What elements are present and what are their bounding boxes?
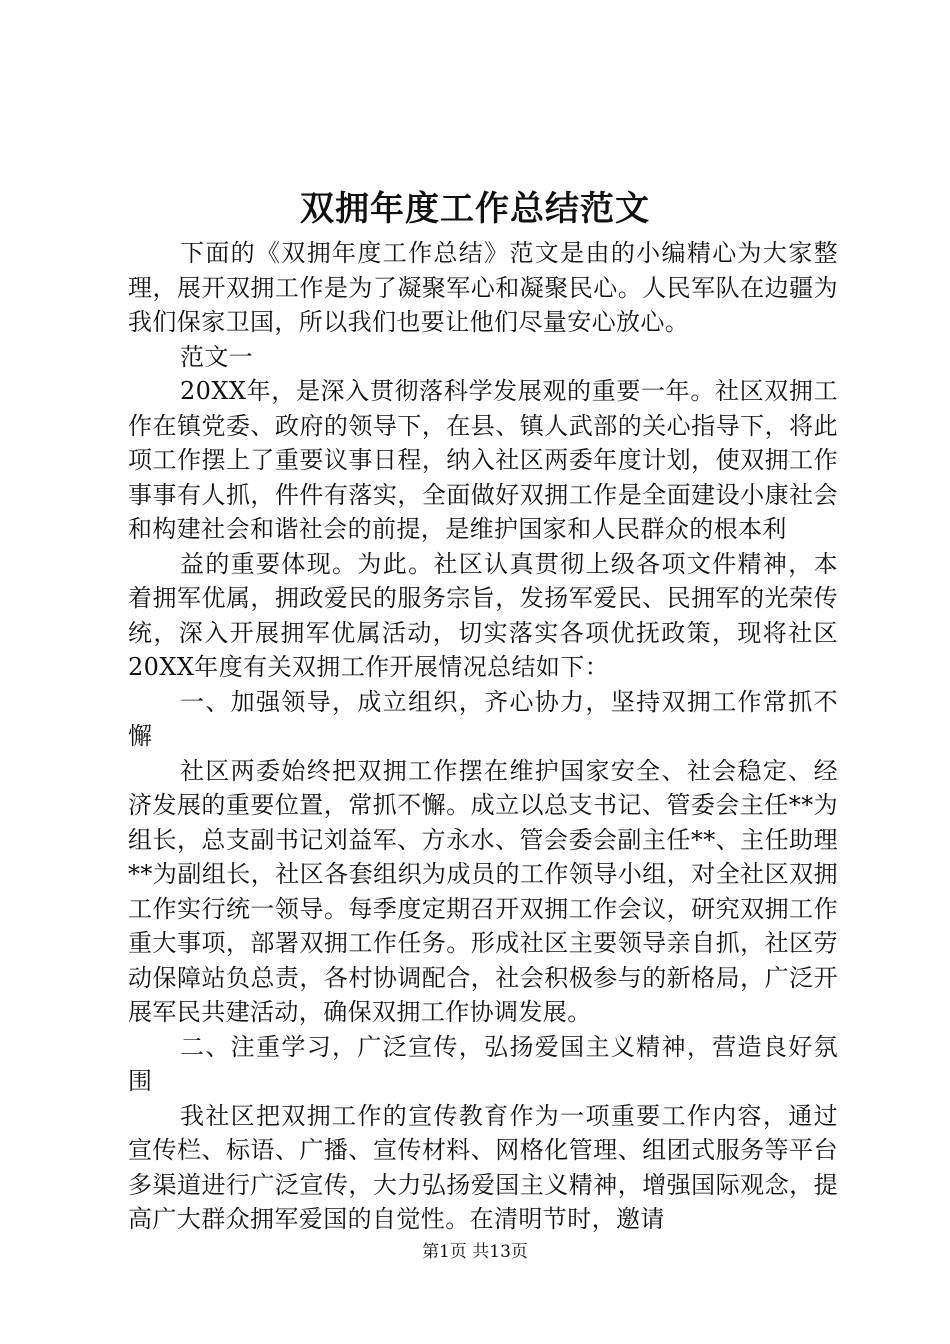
- paragraph-sample-heading: 范文一: [180, 342, 254, 371]
- paragraph-overview-continued: 益的重要体现。为此。社区认真贯彻上级各项文件精神，本着拥军优属，拥政爱民的服务宗旨，发扬军爱民、民拥军的光荣传统，深入开展拥军优属活动，切实落实各项优抚政策，现将社区20XX年度有关双拥工作开展情况总结如下：: [128, 549, 838, 681]
- page-footer: 第1页 共13页: [422, 1242, 528, 1262]
- paragraph-section-1: 社区两委始终把双拥工作摆在维护国家安全、社会稳定、经济发展的重要位置，常抓不懈。成立以总支书记、管委会主任**为组长，总支副书记刘益军、方永水、管会委会副主任**、主任助理**为副组长，社区各套组织为成员的工作领导小组，对全社区双拥工作实行统一领导。每季度定期召开双拥工作会议，研究双拥工作重大事项，部署双拥工作任务。形成社区主要领导亲自抓，社区劳动保障站负总责，各村协调配合，社会积极参与的新格局，广泛开展军民共建活动，确保双拥工作协调发展。: [128, 756, 838, 1026]
- paragraph-section-2: 我社区把双拥工作的宣传教育作为一项重要工作内容，通过宣传栏、标语、广播、宣传材料、网格化管理、组团式服务等平台多渠道进行广泛宣传，大力弘扬爱国主义精神，增强国际观念，提高广大群众拥军爱国的自觉性。在清明节时，邀请: [128, 1101, 838, 1233]
- paragraph-overview: 20XX年，是深入贯彻落科学发展观的重要一年。社区双拥工作在镇党委、政府的领导下，在县、镇人武部的关心指导下，将此项工作摆上了重要议事日程，纳入社区两委年度计划，使双拥工作事事有人抓，件件有落实，全面做好双拥工作是全面建设小康社会和构建社会和谐社会的前提，是维护国家和人民群众的根本利: [128, 377, 838, 543]
- section-heading-1: 一、加强领导，成立组织，齐心协力，坚持双拥工作常抓不懈: [128, 687, 838, 750]
- document-title: 双拥年度工作总结范文: [300, 189, 650, 229]
- section-heading-2: 二、注重学习，广泛宣传，弘扬爱国主义精神，营造良好氛围: [128, 1032, 838, 1095]
- paragraph-intro: 下面的《双拥年度工作总结》范文是由的小编精心为大家整理，展开双拥工作是为了凝聚军心和凝聚民心。人民军队在边疆为我们保家卫国，所以我们也要让他们尽量安心放心。: [128, 239, 838, 336]
- document-body: [128, 236, 838, 1237]
